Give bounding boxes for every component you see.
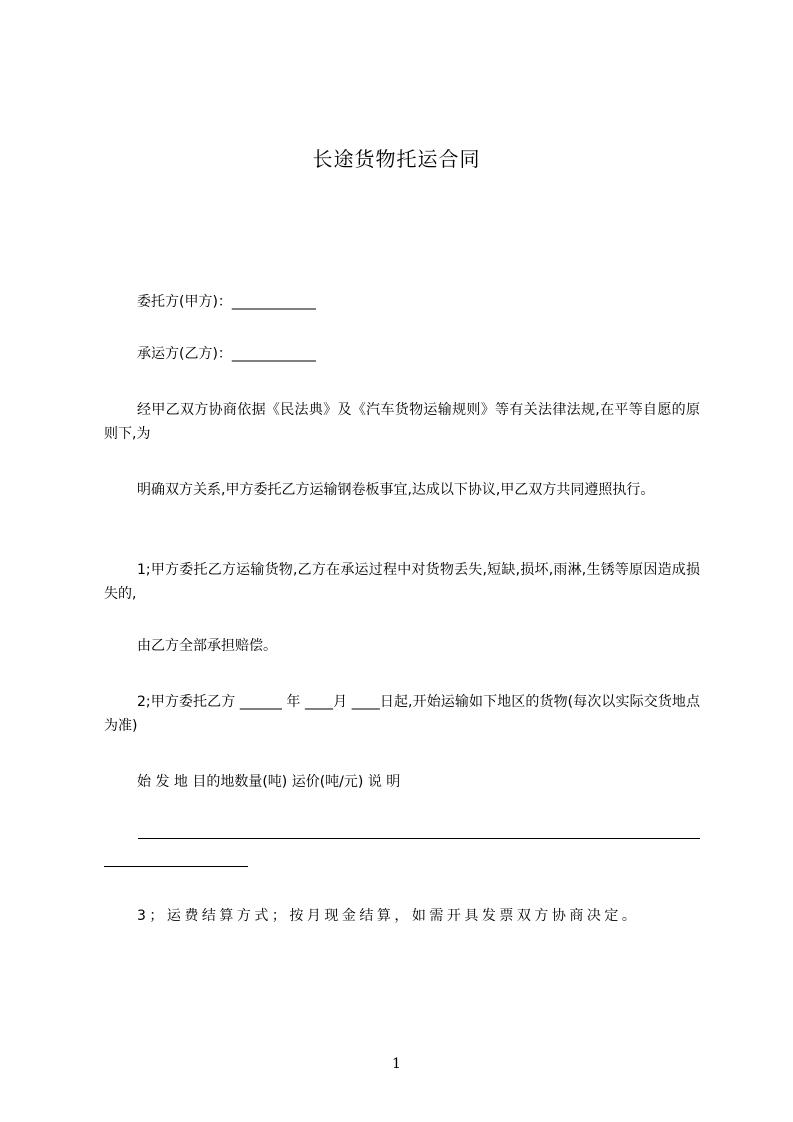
clause-2: 2;甲方委托乙方 ______ 年 ____月 ____日起,开始运输如下地区的货物(每次以实际交货地点为准) <box>104 694 700 734</box>
party-a-line: 委托方(甲方)：____________ <box>137 294 316 310</box>
intro-paragraph-2: 明确双方关系,甲方委托乙方运输钢卷板事宜,达成以下协议,甲乙双方共同遵照执行。 <box>137 482 655 498</box>
page-number: 1 <box>392 1056 401 1072</box>
document-title: 长途货物托运合同 <box>312 147 481 171</box>
fill-in-rule-long <box>138 838 700 839</box>
fill-in-rule-short <box>104 866 248 867</box>
party-b-line: 承运方(乙方)：____________ <box>137 346 316 362</box>
clause-3: 3；运费结算方式；按月现金结算，如需开具发票双方协商决定。 <box>137 908 640 924</box>
intro-paragraph-1: 经甲乙双方协商依据《民法典》及《汽车货物运输规则》等有关法律法规,在平等自愿的原则下,为 <box>104 402 700 442</box>
table-header-line: 始 发 地 目的地数量(吨) 运价(吨/元) 说 明 <box>137 774 401 790</box>
clause-1-continuation: 由乙方全部承担赔偿。 <box>137 638 277 654</box>
clause-1: 1;甲方委托乙方运输货物,乙方在承运过程中对货物丢失,短缺,损坏,雨淋,生锈等原因造成损失的, <box>104 562 700 602</box>
